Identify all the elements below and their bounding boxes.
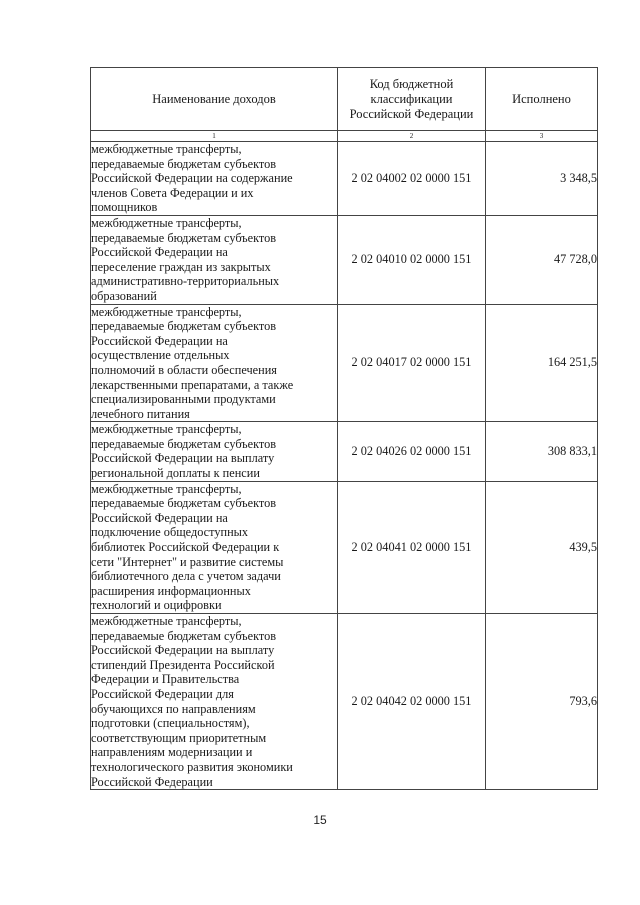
revenue-name-line: подготовки (специальностям), (91, 716, 250, 731)
revenue-name-line: передаваемые бюджетам субъектов (91, 319, 277, 334)
revenue-name-line: специализированными продуктами (91, 392, 276, 407)
revenue-name-line: Российской Федерации (91, 774, 213, 789)
column-number: 1 (91, 131, 338, 142)
revenue-name-line: передаваемые бюджетам субъектов (91, 230, 277, 245)
revenue-name-line: передаваемые бюджетам субъектов (91, 628, 277, 643)
budget-code-cell: 2 02 04002 02 0000 151 (338, 142, 486, 216)
revenue-name-line: технологий и оцифровки (91, 598, 222, 613)
header-line: Код бюджетной (369, 76, 454, 91)
table-row (91, 215, 598, 304)
table-row (91, 422, 598, 481)
revenue-name-line: Российской Федерации на выплату (91, 643, 275, 658)
header-line: Наименование доходов (152, 91, 276, 106)
revenue-name-line: межбюджетные трансферты, (91, 142, 242, 156)
revenue-name-line: расширения информационных (91, 583, 251, 598)
executed-amount-cell: 164 251,5 (486, 304, 598, 422)
revenue-name-line: лечебного питания (91, 406, 190, 421)
revenue-name-line: библиотек Российской Федерации к (91, 540, 280, 555)
header-line: Исполнено (512, 91, 571, 106)
revenue-name-line: межбюджетные трансферты, (91, 215, 242, 230)
revenue-name-line: Федерации и Правительства (91, 672, 240, 687)
revenue-name-line: технологического развития экономики (91, 759, 293, 774)
revenue-name-line: передаваемые бюджетам субъектов (91, 496, 277, 511)
revenue-name-line: членов Совета Федерации и их (91, 185, 254, 200)
revenue-name-cell (91, 481, 338, 613)
revenue-name-line: сети "Интернет" и развитие системы (91, 554, 284, 569)
table-row (91, 304, 598, 422)
column-number: 3 (486, 131, 598, 142)
column-number-row (91, 131, 598, 142)
table-body (91, 142, 598, 790)
header-line: Российской Федерации (349, 106, 474, 121)
revenue-name-line: Российской Федерации на (91, 510, 228, 525)
revenue-name-line: обучающихся по направлениям (91, 701, 256, 716)
revenue-name-cell (91, 422, 338, 481)
executed-amount-cell: 3 348,5 (486, 142, 598, 216)
header-revenue-name (91, 68, 338, 131)
revenue-name-line: подключение общедоступных (91, 525, 249, 540)
header-executed (486, 68, 598, 131)
executed-amount-cell: 308 833,1 (486, 422, 598, 481)
revenue-name-line: межбюджетные трансферты, (91, 614, 242, 628)
header-line: классификации (370, 91, 453, 106)
revenue-name-line: образований (91, 288, 157, 303)
executed-amount-cell: 793,6 (486, 614, 598, 790)
budget-code-cell: 2 02 04042 02 0000 151 (338, 614, 486, 790)
revenue-name-line: лекарственными препаратами, а также (91, 377, 294, 392)
revenue-name-line: Российской Федерации на содержание (91, 171, 293, 186)
revenue-name-line: региональной доплаты к пенсии (91, 466, 260, 481)
table-row (91, 142, 598, 216)
budget-code-cell: 2 02 04010 02 0000 151 (338, 215, 486, 304)
page-number: 15 (313, 813, 327, 827)
revenue-name-line: соответствующим приоритетным (91, 730, 267, 745)
revenue-name-line: межбюджетные трансферты, (91, 422, 242, 437)
revenue-name-cell (91, 142, 338, 216)
revenue-name-line: Российской Федерации на (91, 333, 228, 348)
header-budget-code (338, 68, 486, 131)
revenue-name-cell (91, 614, 338, 790)
column-number: 2 (338, 131, 486, 142)
revenue-name-line: Российской Федерации для (91, 686, 234, 701)
revenue-name-line: передаваемые бюджетам субъектов (91, 156, 277, 171)
revenue-name-line: Российской Федерации на (91, 245, 228, 260)
revenue-name-line: межбюджетные трансферты, (91, 481, 242, 496)
table-row (91, 481, 598, 613)
budget-code-cell: 2 02 04017 02 0000 151 (338, 304, 486, 422)
revenue-name-line: осуществление отдельных (91, 348, 230, 363)
revenue-name-line: направлениям модернизации и (91, 745, 253, 760)
revenue-name-line: стипендий Президента Российской (91, 657, 275, 672)
revenue-name-cell (91, 215, 338, 304)
revenue-name-line: межбюджетные трансферты, (91, 304, 242, 319)
header-row (91, 68, 598, 131)
revenue-name-line: библиотечного дела с учетом задачи (91, 569, 281, 584)
budget-code-cell: 2 02 04026 02 0000 151 (338, 422, 486, 481)
executed-amount-cell: 439,5 (486, 481, 598, 613)
revenue-name-line: полномочий в области обеспечения (91, 362, 277, 377)
revenue-name-line: административно-территориальных (91, 274, 280, 289)
revenue-table (90, 67, 598, 790)
revenue-name-line: передаваемые бюджетам субъектов (91, 436, 277, 451)
revenue-name-cell (91, 304, 338, 422)
revenue-name-line: помощников (91, 200, 158, 215)
budget-code-cell: 2 02 04041 02 0000 151 (338, 481, 486, 613)
revenue-name-line: переселение граждан из закрытых (91, 259, 271, 274)
revenue-name-line: Российской Федерации на выплату (91, 451, 275, 466)
executed-amount-cell: 47 728,0 (486, 215, 598, 304)
table-row (91, 614, 598, 790)
